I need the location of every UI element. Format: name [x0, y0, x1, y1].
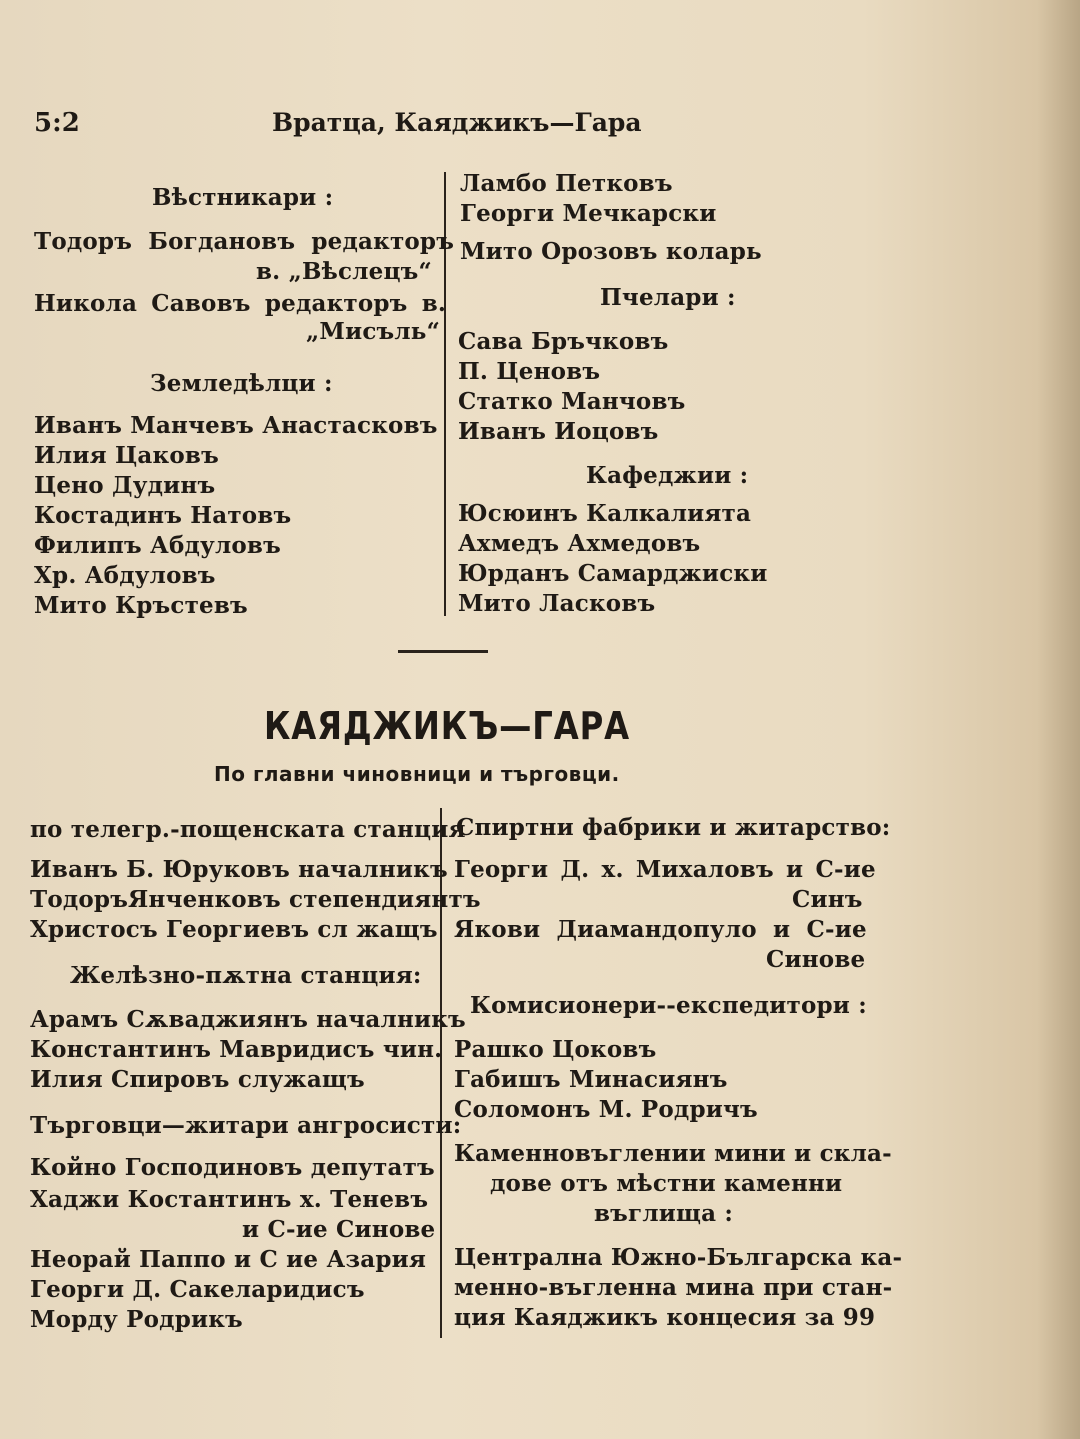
factory-1: Георги Д. х. Михаловъ и С-ие [454, 856, 876, 883]
heading-spirit-factories: Спиртни фабрики и житарство: [456, 814, 891, 841]
beekeeper-3: Статко Манчовъ [458, 388, 686, 415]
factory-1-cont: Синъ [792, 886, 863, 913]
farmer-7: Мито Кръстевъ [34, 592, 248, 619]
entry-todor-bogdanov-paper: в. „Вѣслецъ“ [256, 258, 432, 285]
beekeeper-4: Иванъ Иоцовъ [458, 418, 659, 445]
railway-staff-3: Илия Спировъ служащъ [30, 1066, 365, 1093]
post-staff-1: Иванъ Б. Юруковъ началникъ [30, 856, 448, 883]
entry-nikola-savov: Никола Савовъ редакторъ в. [34, 290, 447, 317]
entry-todor-bogdanov: Тодоръ Богдановъ редакторъ [34, 228, 455, 255]
mine-description-1: Централна Южно-Българска ка- [454, 1244, 903, 1271]
trader-3: Неорай Паппо и С ие Азария [30, 1246, 427, 1273]
trader-5: Морду Родрикъ [30, 1306, 243, 1333]
trader-2: Хаджи Костантинъ х. Теневъ [30, 1186, 429, 1213]
heading-coal-mines-2: дове отъ мѣстни каменни [490, 1170, 843, 1197]
entry-nikola-savov-paper: „Мисъль“ [306, 318, 441, 345]
heading-post-station: по телегр.-пощенската станция [30, 816, 466, 843]
heading-commission-agents: Комисионери--експедитори : [470, 992, 867, 1019]
post-staff-2: ТодоръЯнченковъ степендиянтъ [30, 886, 481, 913]
railway-staff-2: Константинъ Мавридисъ чин. [30, 1036, 443, 1063]
cafe-owner-4: Мито Ласковъ [458, 590, 656, 617]
heading-railway-station: Желѣзно-пѫтна станция: [70, 962, 422, 989]
entry-mito-orozov: Мито Орозовъ коларь [460, 238, 762, 265]
cafe-owner-2: Ахмедъ Ахмедовъ [458, 530, 701, 557]
factory-2-cont: Синове [766, 946, 866, 973]
page-number: 5:2 [34, 108, 80, 138]
heading-vestnikari: Вѣстникари : [152, 184, 334, 211]
agent-3: Соломонъ М. Родричъ [454, 1096, 758, 1123]
agent-1: Рашко Цоковъ [454, 1036, 657, 1063]
heading-kafedzhii: Кафеджии : [586, 462, 749, 489]
heading-grain-traders: Търговци—житари ангросисти: [30, 1112, 462, 1139]
mine-description-3: ция Каяджикъ концесия за 99 [454, 1304, 876, 1331]
trader-2-cont: и С-ие Синове [242, 1216, 436, 1243]
running-title: Вратца, Каяджикъ—Гара [272, 108, 642, 137]
farmer-1: Иванъ Манчевъ Анастасковъ [34, 412, 438, 439]
section-title: КАЯДЖИКЪ—ГАРА [264, 704, 630, 748]
farmer-6: Хр. Абдуловъ [34, 562, 216, 589]
heading-coal-mines-1: Каменновъглении мини и скла- [454, 1140, 892, 1167]
farmer-4: Костадинъ Натовъ [34, 502, 292, 529]
entry-lambo-petkov: Ламбо Петковъ [460, 170, 673, 197]
farmer-3: Цено Дудинъ [34, 472, 216, 499]
entry-georgi-mechkarski: Георги Мечкарски [460, 200, 717, 227]
beekeeper-2: П. Ценовъ [458, 358, 601, 385]
cafe-owner-3: Юрданъ Самарджиски [458, 560, 768, 587]
farmer-2: Илия Цаковъ [34, 442, 219, 469]
post-staff-3: Христосъ Георгиевъ сл жащъ [30, 916, 438, 943]
section-separator [398, 650, 488, 653]
trader-4: Георги Д. Сакеларидисъ [30, 1276, 365, 1303]
mine-description-2: менно-въгленна мина при стан- [454, 1274, 893, 1301]
farmer-5: Филипъ Абдуловъ [34, 532, 281, 559]
agent-2: Габишъ Минасиянъ [454, 1066, 728, 1093]
cafe-owner-1: Юсюинъ Калкалията [458, 500, 752, 527]
beekeeper-1: Сава Бръчковъ [458, 328, 669, 355]
factory-2: Якови Диамандопуло и С-ие [454, 916, 867, 943]
heading-coal-mines-3: въглища : [594, 1200, 734, 1227]
heading-zemledeltsi: Земледѣлци : [150, 370, 333, 397]
heading-pchelari: Пчелари : [600, 284, 736, 311]
trader-1: Койно Господиновъ депутатъ [30, 1154, 435, 1181]
section-subtitle: По главни чиновници и търговци. [214, 762, 620, 786]
railway-staff-1: Арамъ Сѫваджиянъ началникъ [30, 1006, 466, 1033]
